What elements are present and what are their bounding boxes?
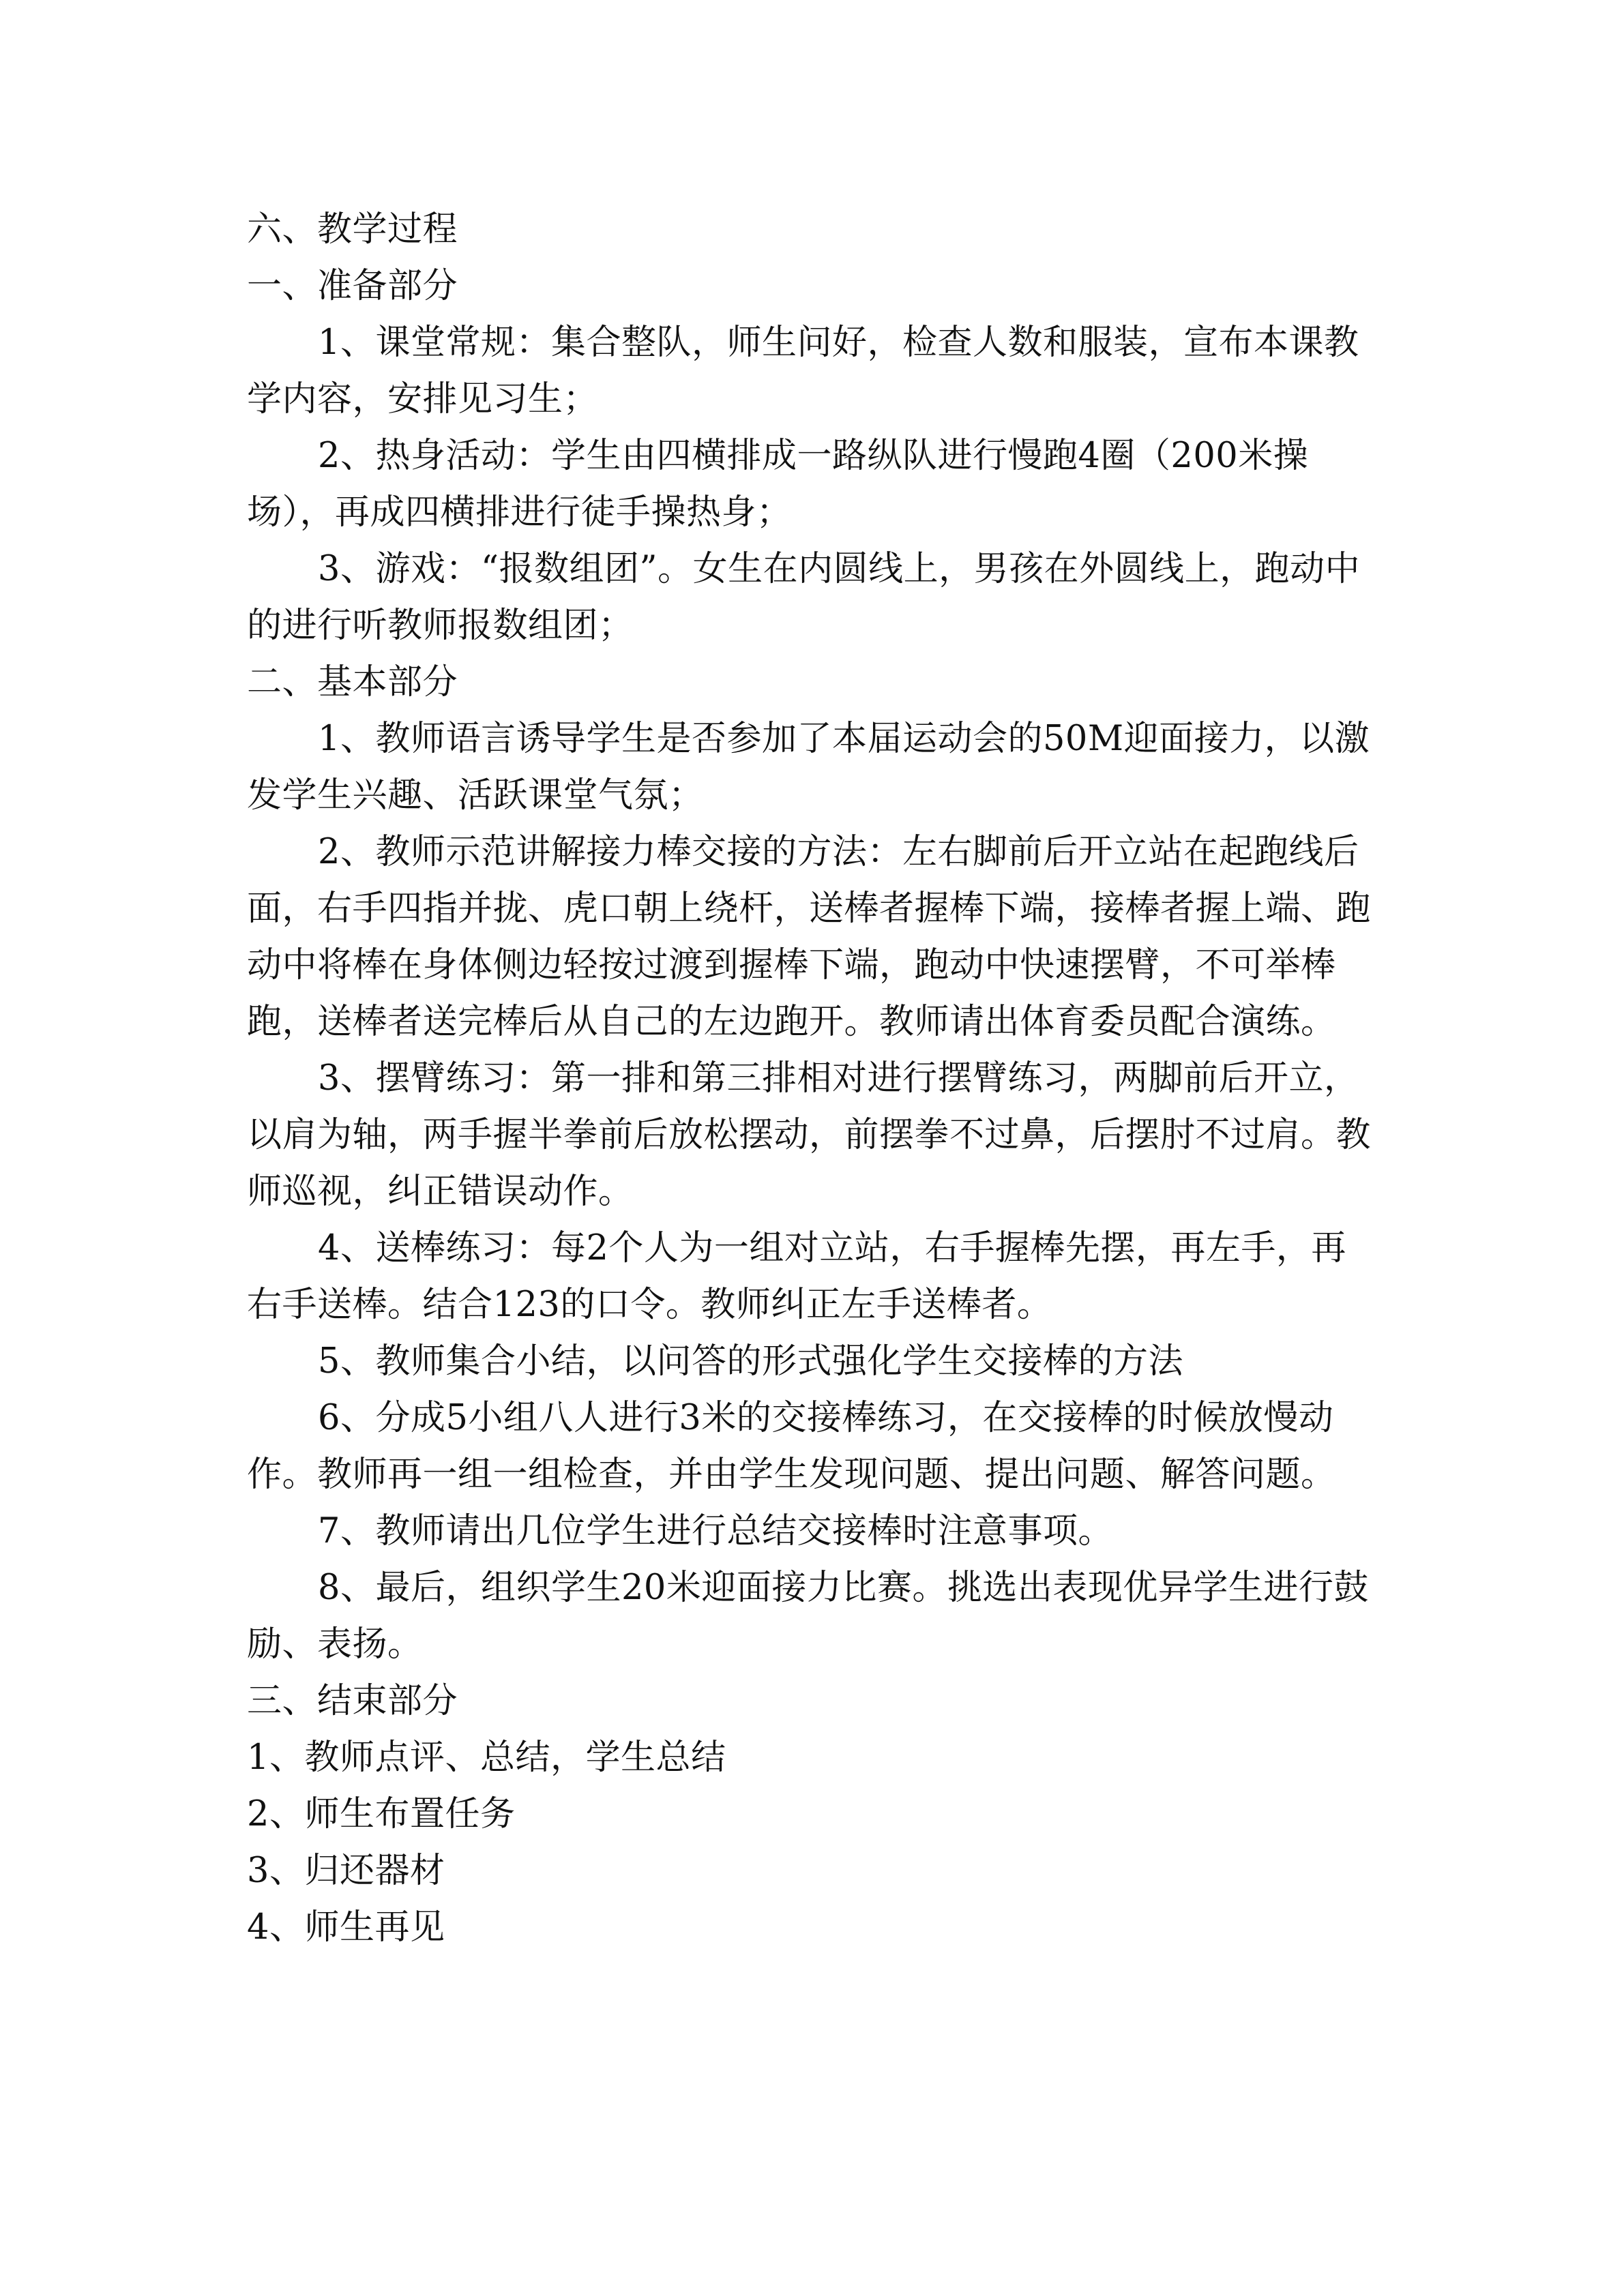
paragraph: 8、最后，组织学生20米迎面接力比赛。挑选出表现优异学生进行鼓励、表扬。 [247, 1568, 1369, 1665]
paragraph: 2、热身活动：学生由四横排成一路纵队进行慢跑4圈（200米操场），再成四横排进行徒手操热身； [247, 436, 1309, 533]
paragraph: 2、教师示范讲解接力棒交接的方法：左右脚前后开立站在起跑线后面，右手四指并拢、虎口朝上绕杆，送棒者握棒下端，接棒者握上端、跑动中将棒在身体侧边轻按过渡到握棒下端，跑动中快速摆臂，不可举棒跑，送棒者送完棒后从自己的左边跑开。教师请出体育委员配合演练。 [247, 832, 1372, 1042]
list-item: 2、师生布置任务 [247, 1794, 516, 1834]
list-item: 1、教师点评、总结，学生总结 [247, 1738, 726, 1778]
paragraph: 1、课堂常规：集合整队，师生问好，检查人数和服装，宣布本课教学内容，安排见习生； [247, 323, 1359, 419]
section-title: 六、教学过程 [247, 209, 458, 250]
paragraph: 3、摆臂练习：第一排和第三排相对进行摆臂练习，两脚前后开立，以肩为轴，两手握半拳前后放松摆动，前摆拳不过鼻，后摆肘不过肩。教师巡视，纠正错误动作。 [247, 1058, 1372, 1212]
part-heading-preparation: 一、准备部分 [247, 266, 458, 306]
part-heading-basic: 二、基本部分 [247, 662, 458, 702]
list-item: 3、归还器材 [247, 1851, 445, 1891]
document-body [247, 201, 1379, 1956]
paragraph: 7、教师请出几位学生进行总结交接棒时注意事项。 [318, 1511, 1113, 1551]
paragraph: 6、分成5小组八人进行3米的交接棒练习，在交接棒的时候放慢动作。教师再一组一组检查，并由学生发现问题、提出问题、解答问题。 [247, 1398, 1336, 1495]
part-heading-ending: 三、结束部分 [247, 1681, 458, 1721]
paragraph: 1、教师语言诱导学生是否参加了本届运动会的50M迎面接力，以激发学生兴趣、活跃课堂气氛； [247, 719, 1370, 816]
list-item: 4、师生再见 [247, 1907, 445, 1948]
paragraph: 5、教师集合小结，以问答的形式强化学生交接棒的方法 [318, 1341, 1183, 1382]
paragraph: 4、送棒练习：每2个人为一组对立站，右手握棒先摆，再左手，再右手送棒。结合123的口令。教师纠正左手送棒者。 [247, 1228, 1346, 1325]
paragraph: 3、游戏：“报数组团”。女生在内圆线上，男孩在外圆线上，跑动中的进行听教师报数组团； [247, 549, 1361, 646]
